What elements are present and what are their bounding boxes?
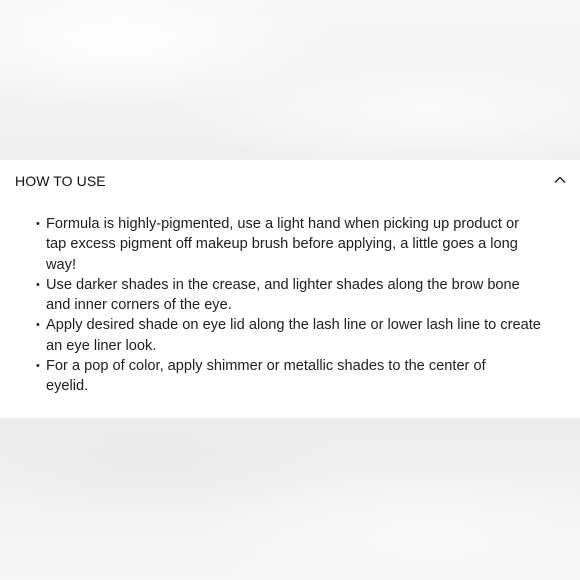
list-item: • Apply desired shade on eye lid along the lash line or lower lash line to create an eye liner look. [36,315,570,356]
how-to-use-header[interactable] [15,172,570,190]
list-item: • Use darker shades in the crease, and lighter shades along the brow bone and inner corners of the eye. [36,275,570,316]
list-item: • Formula is highly-pigmented, use a light hand when picking up product or tap excess pigment off makeup brush before applying, a little goes a long way! [36,214,570,275]
section-title: HOW TO USE [15,173,106,189]
chevron-up-icon[interactable] [554,174,566,186]
blurred-background-bottom [0,418,580,580]
list-item: • For a pop of color, apply shimmer or metallic shades to the center of eyelid. [36,356,570,397]
how-to-use-panel [0,160,580,418]
instructions-list [36,214,570,397]
blurred-background-top [0,0,580,160]
